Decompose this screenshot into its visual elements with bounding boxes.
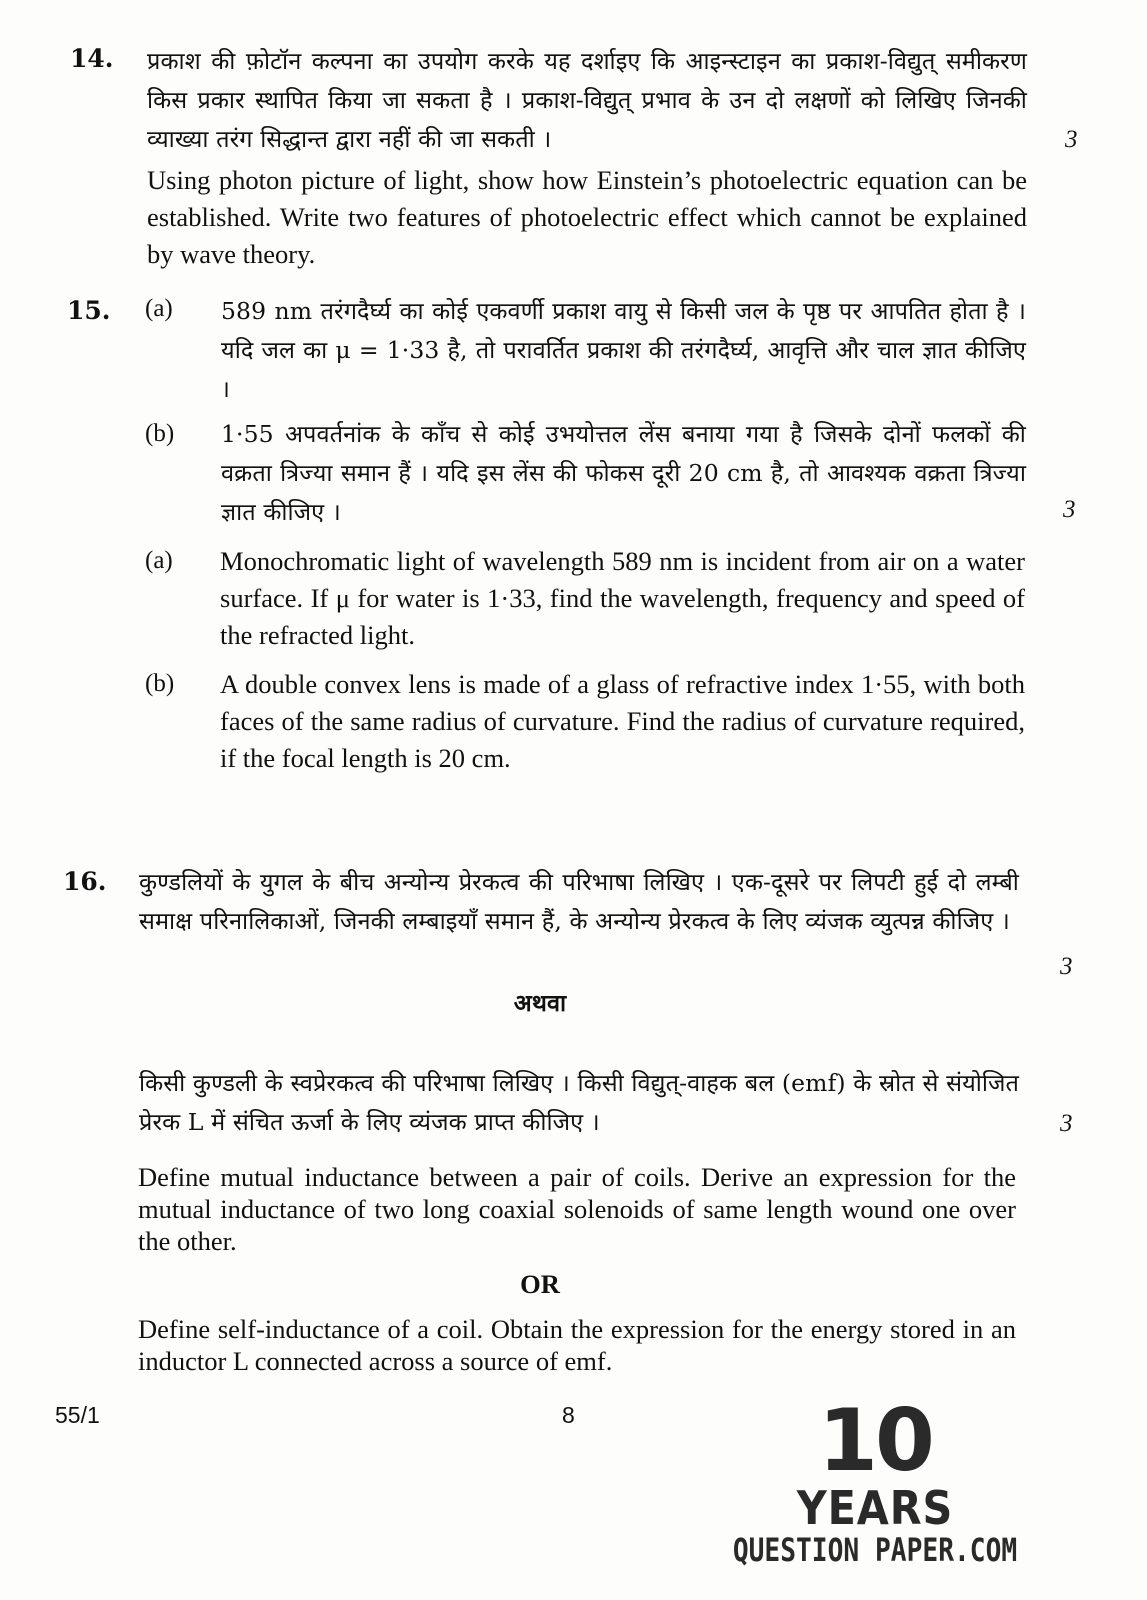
q16-hindi-text-2: किसी कुण्डली के स्वप्रेरकत्व की परिभाषा लिखिए । किसी विद्युत्-वाहक बल (emf) के स्रोत से संयोजित प्रेरक L में संचित ऊर्जा के लिए व्यंजक प्राप्त कीजिए । [139, 1069, 1019, 1136]
q15-english-a-label: (a) [145, 547, 173, 574]
q16-marks-1: 3 [1060, 953, 1073, 980]
q14-marks: 3 [1065, 126, 1078, 153]
question-number-14: 14. [70, 44, 114, 73]
watermark-number: 10 [818, 1391, 932, 1491]
q15-english-part-b: A double convex lens is made of a glass of refractive index 1·55, with both faces of the same radius of curvature. Find the radius of curvature required, if the focal length is 20 cm. [220, 669, 1025, 773]
question-number-15: 15. [67, 296, 111, 325]
q14-hindi-text: प्रकाश की फ़ोटॉन कल्पना का उपयोग करके यह दर्शाइए कि आइन्स्टाइन का प्रकाश-विद्युत् समीकरण किस प्रकार स्थापित किया जा सकता है । प्रकाश-विद्युत् प्रभाव के उन दो लक्षणों को लिखिए जिनकी व्याख्या तरंग सिद्धान्त द्वारा नहीं की जा सकती । [147, 47, 1027, 153]
q14-english-text: Using photon picture of light, show how Einstein’s photoelectric equation can be established. Write two features of photoelectric effect which cannot be explained by wave theory. [147, 165, 1027, 269]
q15-hindi-b-label: (b) [145, 420, 175, 447]
q15-english-b-label: (b) [145, 670, 175, 697]
or-divider-hindi: अथवा [513, 989, 567, 1017]
q15-hindi-a-label: (a) [145, 295, 173, 322]
watermark-years: YEARS [796, 1481, 954, 1535]
watermark-logo [700, 1391, 1050, 1569]
q16-hindi-text-1: कुण्डलियों के युगल के बीच अन्योन्य प्रेरकत्व की परिभाषा लिखिए । एक-दूसरे पर लिपटी हुई दो लम्बी समाक्ष परिनालिकाओं, जिनकी लम्बाइयाँ समान हैं, के अन्योन्य प्रेरकत्व के लिए व्यंजक व्युत्पन्न कीजिए । [139, 868, 1019, 935]
paper-code: 55/1 [55, 1402, 100, 1428]
watermark-site: QUESTION PAPER.COM [732, 1531, 1018, 1569]
q15-hindi-part-b: 1·55 अपवर्तनांक के काँच से कोई उभयोत्तल लेंस बनाया गया है जिसके दोनों फलकों की वक्रता त्रिज्या समान हैं । यदि इस लेंस की फोकस दूरी 20 cm है, तो आवश्यक वक्रता त्रिज्या ज्ञात कीजिए । [221, 420, 1026, 526]
q16-marks-2: 3 [1060, 1110, 1073, 1137]
page-number: 8 [562, 1402, 575, 1428]
question-number-16: 16. [63, 867, 107, 896]
q15-hindi-part-a: 589 nm तरंगदैर्घ्य का कोई एकवर्णी प्रकाश वायु से किसी जल के पृष्ठ पर आपतित होता है । यदि जल का μ = 1·33 है, तो परावर्तित प्रकाश की तरंगदैर्घ्य, आवृत्ति और चाल ज्ञात कीजिए । [221, 297, 1026, 403]
q16-english-text-1: Define mutual inductance between a pair of coils. Derive an expression for the mutual inductance of two long coaxial solenoids of same length wound one over the other. [138, 1162, 1016, 1256]
q16-english-text-2: Define self-inductance of a coil. Obtain the expression for the energy stored in an inductor L connected across a source of emf. [138, 1314, 1016, 1376]
q15-marks: 3 [1063, 496, 1076, 523]
or-divider-english: OR [520, 1269, 560, 1299]
q15-english-part-a: Monochromatic light of wavelength 589 nm is incident from air on a water surface. If μ for water is 1·33, find the wavelength, frequency and speed of the refracted light. [220, 546, 1025, 650]
